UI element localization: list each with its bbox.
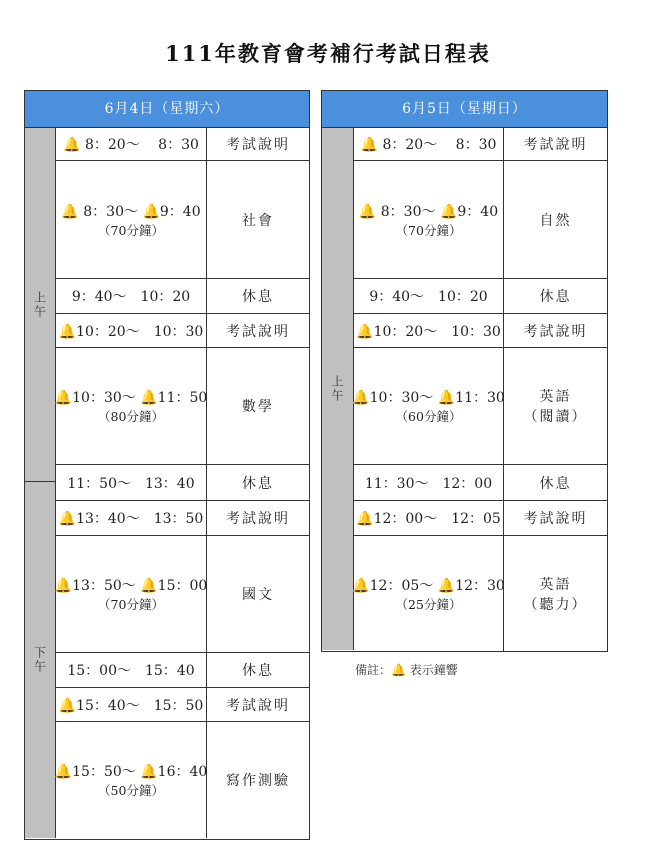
subject-cell bbox=[504, 536, 607, 652]
time-cell bbox=[354, 314, 504, 347]
time-range: 🔔10：20～ 10：30 bbox=[58, 323, 204, 340]
time-range: 🔔12：00～ 12：05 bbox=[356, 511, 501, 527]
subject-label: 考試說明 bbox=[226, 511, 290, 527]
subject-label: 休息 bbox=[539, 289, 572, 305]
subject-label: 英語 bbox=[539, 389, 572, 405]
time-cell bbox=[56, 279, 207, 313]
time-cell bbox=[56, 722, 207, 838]
table-row bbox=[354, 161, 607, 279]
table-row bbox=[56, 314, 309, 348]
time-cell bbox=[354, 501, 504, 535]
time-cell bbox=[354, 279, 504, 313]
table-row bbox=[56, 688, 309, 722]
time-cell bbox=[56, 348, 207, 464]
day-header: 6月4日（星期六） bbox=[25, 91, 309, 128]
duration: （50分鐘） bbox=[98, 783, 164, 798]
time-cell bbox=[354, 128, 504, 160]
subject-cell bbox=[504, 314, 607, 347]
table-row bbox=[354, 279, 607, 314]
subject-cell bbox=[207, 501, 309, 535]
schedule-rows bbox=[56, 128, 309, 839]
subject-label: 寫作測驗 bbox=[226, 773, 290, 789]
day-table-june-4 bbox=[24, 90, 310, 840]
table-row bbox=[56, 161, 309, 279]
subject-cell bbox=[207, 348, 309, 464]
duration: （70分鐘） bbox=[98, 222, 164, 238]
subject-label: 考試說明 bbox=[523, 137, 588, 153]
table-row bbox=[56, 722, 309, 838]
duration: （70分鐘） bbox=[395, 222, 462, 238]
time-cell bbox=[56, 128, 207, 160]
subject-label: 休息 bbox=[242, 663, 274, 679]
time-cell bbox=[354, 465, 504, 500]
time-cell bbox=[56, 465, 207, 500]
subject-cell bbox=[207, 128, 309, 160]
time-cell bbox=[56, 536, 207, 652]
subject-label: 數學 bbox=[242, 399, 274, 415]
table-row bbox=[56, 653, 309, 688]
table-row bbox=[56, 279, 309, 314]
time-range: 🔔13：40～ 13：50 bbox=[58, 511, 204, 527]
time-range: 🔔 8：20～ 8：30 bbox=[63, 137, 199, 153]
subject-label: 自然 bbox=[539, 212, 572, 229]
subject-label: 休息 bbox=[242, 289, 274, 305]
table-row bbox=[354, 348, 607, 465]
time-range: 🔔15：50～ 🔔16：40 bbox=[54, 764, 208, 780]
time-range: 🔔10：30～ 🔔11：30 bbox=[352, 390, 505, 406]
period-label: 上午 bbox=[32, 291, 47, 319]
subject-label: 考試說明 bbox=[226, 697, 290, 714]
time-range: 🔔12：05～ 🔔12：30 bbox=[352, 578, 505, 594]
subject-label: 考試說明 bbox=[523, 323, 588, 340]
time-range: 🔔10：30～ 🔔11：50 bbox=[54, 390, 208, 406]
time-range: 🔔13：50～ 🔔15：00 bbox=[54, 578, 208, 594]
subject-cell bbox=[207, 536, 309, 652]
subject-cell bbox=[207, 688, 309, 721]
subject-cell bbox=[504, 465, 607, 500]
time-cell bbox=[56, 161, 207, 278]
page-title: 111年教育會考補行考試日程表 bbox=[165, 41, 491, 66]
time-range: 🔔10：20～ 10：30 bbox=[356, 323, 501, 340]
subject-sublabel: （閱讀） bbox=[523, 409, 588, 425]
time-cell bbox=[354, 536, 504, 652]
time-range: 🔔 8：20～ 8：30 bbox=[360, 137, 497, 153]
time-range: 🔔 8：30～ 🔔9：40 bbox=[358, 203, 499, 220]
subject-label: 國文 bbox=[242, 587, 274, 603]
time-range: 9：40～ 10：20 bbox=[369, 289, 488, 305]
subject-label: 考試說明 bbox=[523, 511, 588, 527]
table-row bbox=[56, 536, 309, 653]
time-cell bbox=[56, 314, 207, 347]
time-range: 🔔15：40～ 15：50 bbox=[58, 697, 204, 714]
subject-sublabel: （聽力） bbox=[523, 597, 588, 613]
day-table-june-5 bbox=[321, 90, 608, 652]
subject-label: 考試說明 bbox=[226, 137, 290, 153]
subject-cell bbox=[504, 501, 607, 535]
table-row bbox=[56, 128, 309, 161]
schedule-rows bbox=[354, 128, 607, 651]
duration: （80分鐘） bbox=[98, 409, 164, 424]
time-range: 15：00～ 15：40 bbox=[67, 663, 195, 679]
period-label: 上午 bbox=[330, 375, 344, 403]
legend-note: 備註：🔔 表示鐘響 bbox=[355, 663, 458, 677]
time-range: 11：50～ 13：40 bbox=[67, 475, 195, 492]
time-cell bbox=[56, 688, 207, 721]
table-row bbox=[56, 501, 309, 536]
subject-cell bbox=[207, 465, 309, 500]
table-row bbox=[56, 348, 309, 465]
subject-label: 休息 bbox=[242, 475, 274, 492]
subject-label: 社會 bbox=[242, 212, 274, 229]
duration: （25分鐘） bbox=[395, 597, 462, 612]
time-cell bbox=[56, 501, 207, 535]
table-row bbox=[354, 314, 607, 348]
subject-cell bbox=[207, 722, 309, 838]
time-range: 11：30～ 12：00 bbox=[364, 475, 493, 492]
subject-cell bbox=[207, 653, 309, 687]
subject-cell bbox=[504, 128, 607, 160]
table-row bbox=[56, 465, 309, 501]
subject-cell bbox=[504, 348, 607, 464]
duration: （60分鐘） bbox=[395, 409, 462, 424]
subject-label: 考試說明 bbox=[226, 323, 290, 340]
period-am bbox=[322, 128, 354, 650]
table-row bbox=[354, 536, 607, 652]
table-row bbox=[354, 128, 607, 161]
table-row bbox=[354, 465, 607, 501]
time-cell bbox=[354, 348, 504, 464]
subject-cell bbox=[504, 161, 607, 278]
time-range: 🔔 8：30～ 🔔9：40 bbox=[61, 203, 201, 220]
day-header: 6月5日（星期日） bbox=[322, 91, 607, 128]
time-cell bbox=[56, 653, 207, 687]
period-am bbox=[25, 128, 56, 482]
duration: （70分鐘） bbox=[98, 597, 164, 612]
subject-label: 英語 bbox=[539, 577, 572, 593]
subject-cell bbox=[207, 314, 309, 347]
subject-cell bbox=[504, 279, 607, 313]
subject-label: 休息 bbox=[539, 475, 572, 492]
time-range: 9：40～ 10：20 bbox=[71, 289, 191, 305]
time-cell bbox=[354, 161, 504, 278]
subject-cell bbox=[207, 161, 309, 278]
table-row bbox=[354, 501, 607, 536]
subject-cell bbox=[207, 279, 309, 313]
period-label: 下午 bbox=[32, 646, 47, 674]
period-pm bbox=[25, 481, 56, 838]
